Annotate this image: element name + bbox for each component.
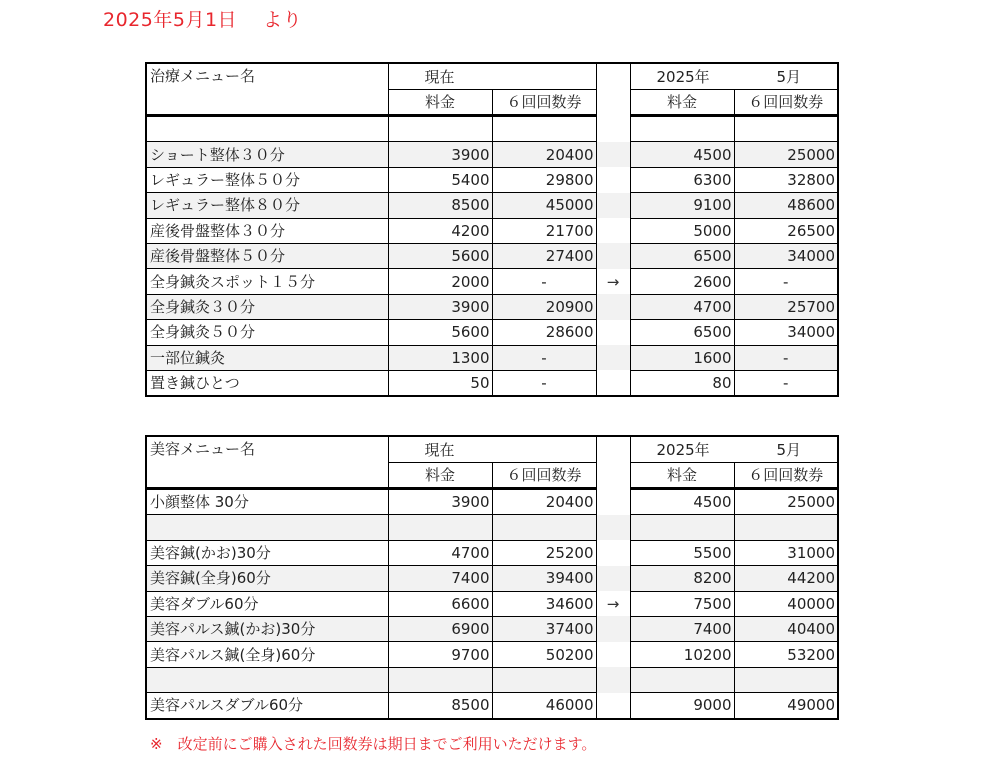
new-ticket-header: ６回回数券 bbox=[734, 463, 838, 489]
current-ticket-cell: 37400 bbox=[492, 616, 596, 641]
new-ticket-cell: - bbox=[734, 269, 838, 294]
current-ticket-cell: 34600 bbox=[492, 591, 596, 616]
current-ticket-cell bbox=[492, 116, 596, 142]
table-row bbox=[146, 116, 838, 142]
arrow-cell bbox=[596, 515, 630, 540]
new-price-cell: 7500 bbox=[630, 591, 734, 616]
menu-name-cell: 産後骨盤整体３０分 bbox=[146, 218, 388, 243]
menu-name-cell: 美容鍼(かお)30分 bbox=[146, 540, 388, 565]
current-price-cell: 4200 bbox=[388, 218, 492, 243]
new-month-header: 5月 bbox=[734, 63, 838, 90]
menu-name-cell: ショート整体３０分 bbox=[146, 142, 388, 167]
menu-name-cell: 全身鍼灸３０分 bbox=[146, 294, 388, 319]
new-price-cell: 80 bbox=[630, 370, 734, 396]
current-price-cell: 4700 bbox=[388, 540, 492, 565]
menu-name-cell: 全身鍼灸５０分 bbox=[146, 320, 388, 345]
current-price-cell: 50 bbox=[388, 370, 492, 396]
new-price-cell bbox=[630, 515, 734, 540]
table-row bbox=[146, 142, 838, 167]
menu-name-cell: レギュラー整体８０分 bbox=[146, 193, 388, 218]
new-ticket-cell: 44200 bbox=[734, 566, 838, 591]
menu-name-cell bbox=[146, 515, 388, 540]
current-price-cell: 3900 bbox=[388, 489, 492, 515]
current-price-cell: 5600 bbox=[388, 320, 492, 345]
current-ticket-cell: 25200 bbox=[492, 540, 596, 565]
menu-name-cell: 一部位鍼灸 bbox=[146, 345, 388, 370]
menu-name-cell: 美容ダブル60分 bbox=[146, 591, 388, 616]
new-ticket-cell: 26500 bbox=[734, 218, 838, 243]
new-price-cell bbox=[630, 667, 734, 692]
new-price-cell: 5500 bbox=[630, 540, 734, 565]
menu-name-cell: 美容鍼(全身)60分 bbox=[146, 566, 388, 591]
new-ticket-cell: 31000 bbox=[734, 540, 838, 565]
table-row bbox=[146, 693, 838, 719]
current-price-cell: 5600 bbox=[388, 243, 492, 268]
current-ticket-cell: 46000 bbox=[492, 693, 596, 719]
menu-name-cell: 置き鍼ひとつ bbox=[146, 370, 388, 396]
table-row bbox=[146, 193, 838, 218]
arrow-cell bbox=[596, 243, 630, 268]
arrow-cell bbox=[596, 540, 630, 565]
current-ticket-cell: 27400 bbox=[492, 243, 596, 268]
new-ticket-cell: 53200 bbox=[734, 642, 838, 667]
new-month-header: 5月 bbox=[734, 436, 838, 463]
new-ticket-cell: 40000 bbox=[734, 591, 838, 616]
arrow-column-header bbox=[596, 436, 630, 489]
current-period-header: 現在 bbox=[388, 436, 596, 463]
new-price-cell: 6500 bbox=[630, 320, 734, 345]
treatment-price-table bbox=[145, 62, 839, 397]
new-ticket-header: ６回回数券 bbox=[734, 90, 838, 116]
new-price-header: 料金 bbox=[630, 463, 734, 489]
table-row bbox=[146, 370, 838, 396]
current-ticket-cell: 45000 bbox=[492, 193, 596, 218]
new-ticket-cell: 49000 bbox=[734, 693, 838, 719]
current-ticket-cell: 20400 bbox=[492, 142, 596, 167]
current-period-header: 現在 bbox=[388, 63, 596, 90]
arrow-cell: → bbox=[596, 269, 630, 294]
current-ticket-cell bbox=[492, 515, 596, 540]
current-ticket-cell: 20400 bbox=[492, 489, 596, 515]
new-price-cell: 7400 bbox=[630, 616, 734, 641]
new-ticket-cell: 34000 bbox=[734, 243, 838, 268]
arrow-cell bbox=[596, 616, 630, 641]
arrow-cell bbox=[596, 320, 630, 345]
new-price-cell: 1600 bbox=[630, 345, 734, 370]
new-price-cell bbox=[630, 116, 734, 142]
menu-name-header: 美容メニュー名 bbox=[146, 436, 388, 489]
menu-name-cell: 全身鍼灸スポット１５分 bbox=[146, 269, 388, 294]
arrow-column-header bbox=[596, 63, 630, 116]
arrow-cell bbox=[596, 294, 630, 319]
current-ticket-cell: - bbox=[492, 370, 596, 396]
current-price-cell: 5400 bbox=[388, 167, 492, 192]
table-row bbox=[146, 167, 838, 192]
current-ticket-cell: 20900 bbox=[492, 294, 596, 319]
new-ticket-cell: 25000 bbox=[734, 489, 838, 515]
new-price-cell: 9100 bbox=[630, 193, 734, 218]
table-row bbox=[146, 320, 838, 345]
menu-name-header: 治療メニュー名 bbox=[146, 63, 388, 116]
current-price-header: 料金 bbox=[388, 90, 492, 116]
new-year-header: 2025年 bbox=[630, 63, 734, 90]
new-price-header: 料金 bbox=[630, 90, 734, 116]
new-ticket-cell: 48600 bbox=[734, 193, 838, 218]
new-ticket-cell: 25700 bbox=[734, 294, 838, 319]
menu-name-cell: 小顔整体 30分 bbox=[146, 489, 388, 515]
table-header-row bbox=[146, 63, 838, 90]
table-row bbox=[146, 591, 838, 616]
current-price-cell: 6600 bbox=[388, 591, 492, 616]
current-price-cell bbox=[388, 515, 492, 540]
menu-name-cell bbox=[146, 116, 388, 142]
current-price-cell: 3900 bbox=[388, 142, 492, 167]
new-price-cell: 9000 bbox=[630, 693, 734, 719]
current-price-cell: 9700 bbox=[388, 642, 492, 667]
current-ticket-cell bbox=[492, 667, 596, 692]
table-row bbox=[146, 540, 838, 565]
current-ticket-cell: 29800 bbox=[492, 167, 596, 192]
arrow-cell bbox=[596, 345, 630, 370]
new-price-cell: 10200 bbox=[630, 642, 734, 667]
current-ticket-header: ６回回数券 bbox=[492, 90, 596, 116]
current-price-cell: 8500 bbox=[388, 193, 492, 218]
menu-name-cell: レギュラー整体５０分 bbox=[146, 167, 388, 192]
arrow-cell bbox=[596, 193, 630, 218]
current-price-cell: 8500 bbox=[388, 693, 492, 719]
new-ticket-cell: 40400 bbox=[734, 616, 838, 641]
menu-name-cell: 美容パルス鍼(かお)30分 bbox=[146, 616, 388, 641]
table-row bbox=[146, 515, 838, 540]
new-ticket-cell bbox=[734, 667, 838, 692]
table-row bbox=[146, 667, 838, 692]
arrow-cell bbox=[596, 370, 630, 396]
new-price-cell: 2600 bbox=[630, 269, 734, 294]
arrow-cell bbox=[596, 167, 630, 192]
current-price-cell: 7400 bbox=[388, 566, 492, 591]
table-row bbox=[146, 345, 838, 370]
current-price-cell: 3900 bbox=[388, 294, 492, 319]
arrow-cell bbox=[596, 218, 630, 243]
arrow-cell bbox=[596, 642, 630, 667]
new-price-cell: 4700 bbox=[630, 294, 734, 319]
new-ticket-cell bbox=[734, 515, 838, 540]
new-ticket-cell: - bbox=[734, 345, 838, 370]
current-price-cell bbox=[388, 116, 492, 142]
new-ticket-cell bbox=[734, 116, 838, 142]
current-ticket-header: ６回回数券 bbox=[492, 463, 596, 489]
current-ticket-cell: 39400 bbox=[492, 566, 596, 591]
arrow-cell bbox=[596, 489, 630, 515]
menu-name-cell: 美容パルスダブル60分 bbox=[146, 693, 388, 719]
new-price-cell: 8200 bbox=[630, 566, 734, 591]
current-ticket-cell: - bbox=[492, 345, 596, 370]
arrow-cell bbox=[596, 142, 630, 167]
table-row bbox=[146, 243, 838, 268]
new-price-cell: 4500 bbox=[630, 142, 734, 167]
table-row bbox=[146, 294, 838, 319]
current-price-cell: 6900 bbox=[388, 616, 492, 641]
current-ticket-cell: 21700 bbox=[492, 218, 596, 243]
arrow-cell: → bbox=[596, 591, 630, 616]
new-ticket-cell: 34000 bbox=[734, 320, 838, 345]
new-price-cell: 6500 bbox=[630, 243, 734, 268]
current-ticket-cell: - bbox=[492, 269, 596, 294]
current-price-header: 料金 bbox=[388, 463, 492, 489]
arrow-cell bbox=[596, 667, 630, 692]
new-ticket-cell: 25000 bbox=[734, 142, 838, 167]
arrow-cell bbox=[596, 116, 630, 142]
ticket-validity-note: ※ 改定前にご購入された回数券は期日までご利用いただけます。 bbox=[150, 735, 597, 753]
table-row bbox=[146, 642, 838, 667]
table-row bbox=[146, 566, 838, 591]
new-price-cell: 5000 bbox=[630, 218, 734, 243]
current-price-cell: 2000 bbox=[388, 269, 492, 294]
beauty-price-table bbox=[145, 435, 839, 720]
new-year-header: 2025年 bbox=[630, 436, 734, 463]
table-row bbox=[146, 616, 838, 641]
current-ticket-cell: 28600 bbox=[492, 320, 596, 345]
current-price-cell bbox=[388, 667, 492, 692]
new-ticket-cell: - bbox=[734, 370, 838, 396]
menu-name-cell: 産後骨盤整体５０分 bbox=[146, 243, 388, 268]
table-row bbox=[146, 218, 838, 243]
table-row bbox=[146, 269, 838, 294]
new-price-cell: 4500 bbox=[630, 489, 734, 515]
menu-name-cell: 美容パルス鍼(全身)60分 bbox=[146, 642, 388, 667]
arrow-cell bbox=[596, 566, 630, 591]
current-ticket-cell: 50200 bbox=[492, 642, 596, 667]
new-price-cell: 6300 bbox=[630, 167, 734, 192]
table-row bbox=[146, 489, 838, 515]
arrow-cell bbox=[596, 693, 630, 719]
effective-date-heading: 2025年5月1日 より bbox=[103, 9, 303, 31]
table-header-row bbox=[146, 436, 838, 463]
current-price-cell: 1300 bbox=[388, 345, 492, 370]
new-ticket-cell: 32800 bbox=[734, 167, 838, 192]
menu-name-cell bbox=[146, 667, 388, 692]
